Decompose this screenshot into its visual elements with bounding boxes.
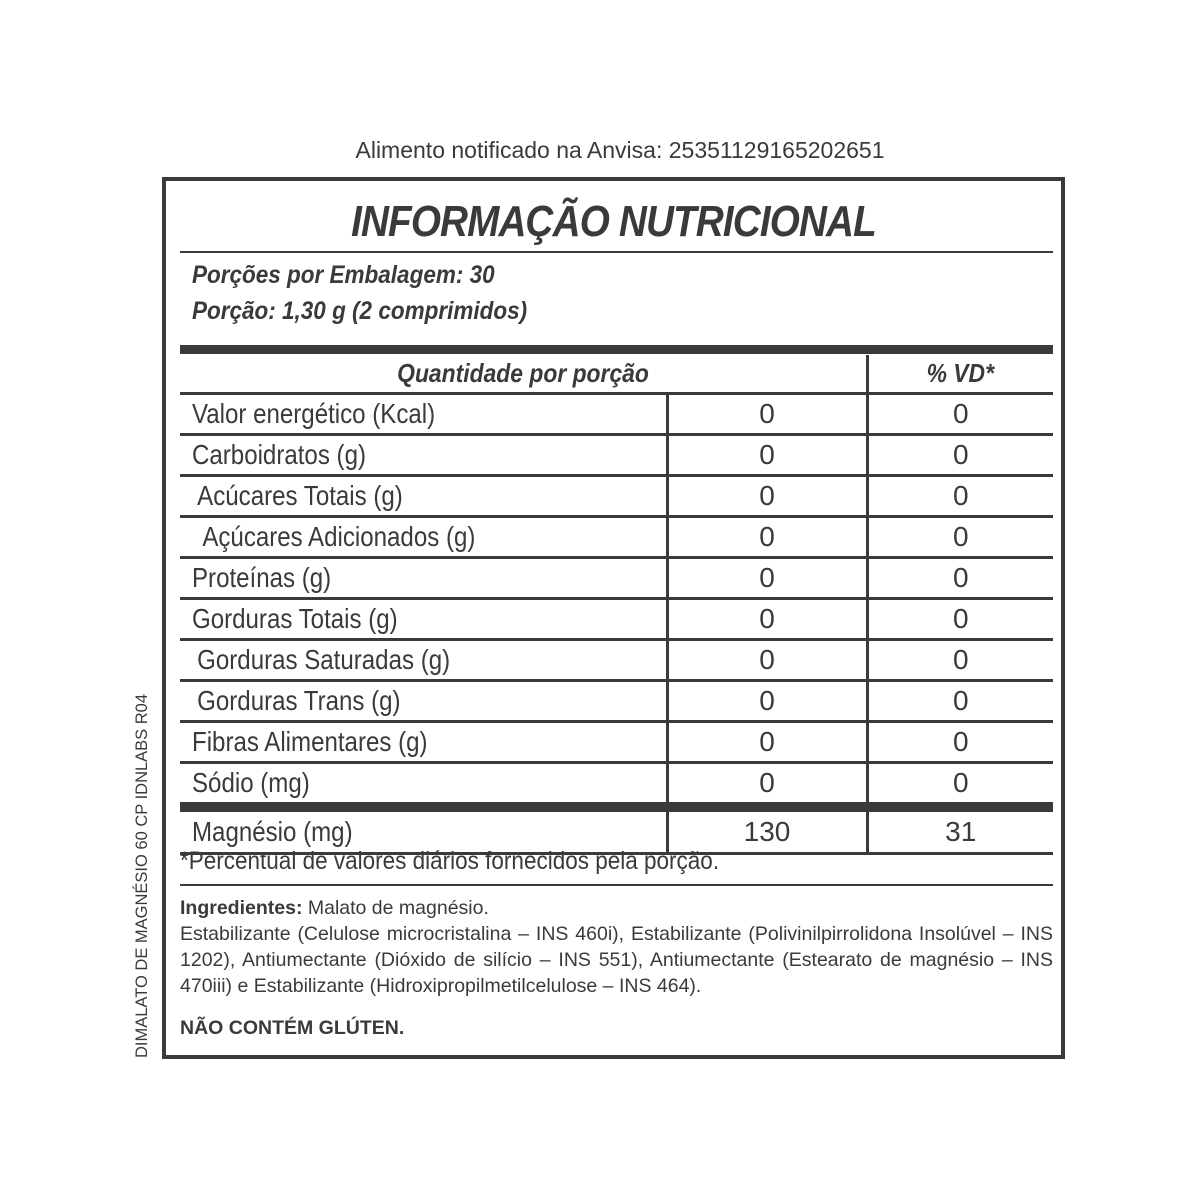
nutrient-daily-value: 0 <box>867 640 1053 681</box>
table-row <box>180 599 1053 640</box>
nutrient-quantity: 0 <box>667 394 867 435</box>
table-row <box>180 763 1053 808</box>
table-row <box>180 394 1053 435</box>
ingredients-block <box>180 895 1053 999</box>
portion-size: Porção: 1,30 g (2 comprimidos) <box>192 297 528 325</box>
nutrient-name: Acúcares Totais (g) <box>180 476 667 517</box>
portions-per-package: Porções por Embalagem: 30 <box>192 261 495 289</box>
table-row <box>180 476 1053 517</box>
nutrient-daily-value: 0 <box>867 558 1053 599</box>
ingredients-label: Ingredientes: <box>180 897 303 919</box>
nutrient-daily-value: 0 <box>867 599 1053 640</box>
nutrition-table <box>180 355 1053 855</box>
nutrient-daily-value: 0 <box>867 476 1053 517</box>
nutrient-quantity: 0 <box>667 599 867 640</box>
nutrient-quantity: 0 <box>667 517 867 558</box>
thick-divider <box>180 345 1053 354</box>
header-daily-value: % VD* <box>867 355 1053 394</box>
divider <box>180 251 1053 253</box>
gluten-notice: NÃO CONTÉM GLÚTEN. <box>180 1017 405 1039</box>
nutrient-quantity: 0 <box>667 722 867 763</box>
side-product-code: DIMALATO DE MAGNÉSIO 60 CP IDNLABS R04 <box>133 693 151 1058</box>
nutrient-name: Proteínas (g) <box>180 558 667 599</box>
table-row <box>180 722 1053 763</box>
nutrient-quantity: 0 <box>667 763 867 808</box>
table-row <box>180 640 1053 681</box>
table-row <box>180 681 1053 722</box>
divider <box>180 884 1053 886</box>
nutrient-daily-value: 0 <box>867 722 1053 763</box>
nutrient-name: Gorduras Totais (g) <box>180 599 667 640</box>
nutrient-daily-value: 0 <box>867 517 1053 558</box>
nutrient-name: Sódio (mg) <box>192 767 310 798</box>
nutrient-daily-value: 0 <box>867 394 1053 435</box>
nutrient-daily-value: 0 <box>867 435 1053 476</box>
nutrient-name: Valor energético (Kcal) <box>180 394 667 435</box>
nutrient-name: Magnésio (mg) <box>180 807 667 854</box>
nutrient-daily-value: 0 <box>867 681 1053 722</box>
nutrient-name: Açúcares Adicionados (g) <box>180 517 667 558</box>
nutrient-quantity: 130 <box>667 807 867 854</box>
nutrient-quantity: 0 <box>667 640 867 681</box>
nutrient-quantity: 0 <box>667 435 867 476</box>
table-header-row <box>180 355 1053 394</box>
daily-value-footnote: *Percentual de valores diários fornecidos pela porção. <box>180 847 720 875</box>
nutrient-quantity: 0 <box>667 476 867 517</box>
table-row <box>180 558 1053 599</box>
nutrient-name: Carboidratos (g) <box>180 435 667 476</box>
header-quantity: Quantidade por porção <box>180 355 867 394</box>
ingredients-first: Malato de magnésio. <box>302 897 489 919</box>
nutrition-facts-panel <box>162 177 1065 1059</box>
table-row <box>180 517 1053 558</box>
panel-title: INFORMAÇÃO NUTRICIONAL <box>351 197 876 246</box>
nutrient-name: Fibras Alimentares (g) <box>180 722 667 763</box>
nutrient-daily-value: 0 <box>867 763 1053 808</box>
nutrient-daily-value: 31 <box>867 807 1053 854</box>
nutrient-quantity: 0 <box>667 681 867 722</box>
nutrient-name: Gorduras Trans (g) <box>180 681 667 722</box>
anvisa-notification: Alimento notificado na Anvisa: 25351129165202651 <box>355 137 885 163</box>
nutrient-quantity: 0 <box>667 558 867 599</box>
nutrient-name: Gorduras Saturadas (g) <box>180 640 667 681</box>
table-row <box>180 435 1053 476</box>
ingredients-text: Estabilizante (Celulose microcristalina – INS 460i), Estabilizante (Polivinilpirrolidona Insolúvel – INS 1202), Antiumectante (Dióxido de silício – INS 551), Antiumectante (Estearato de magnésio – INS 470iii) e Estabilizante (Hidroxipropilmetilcelulose – INS 464). <box>180 923 1053 997</box>
